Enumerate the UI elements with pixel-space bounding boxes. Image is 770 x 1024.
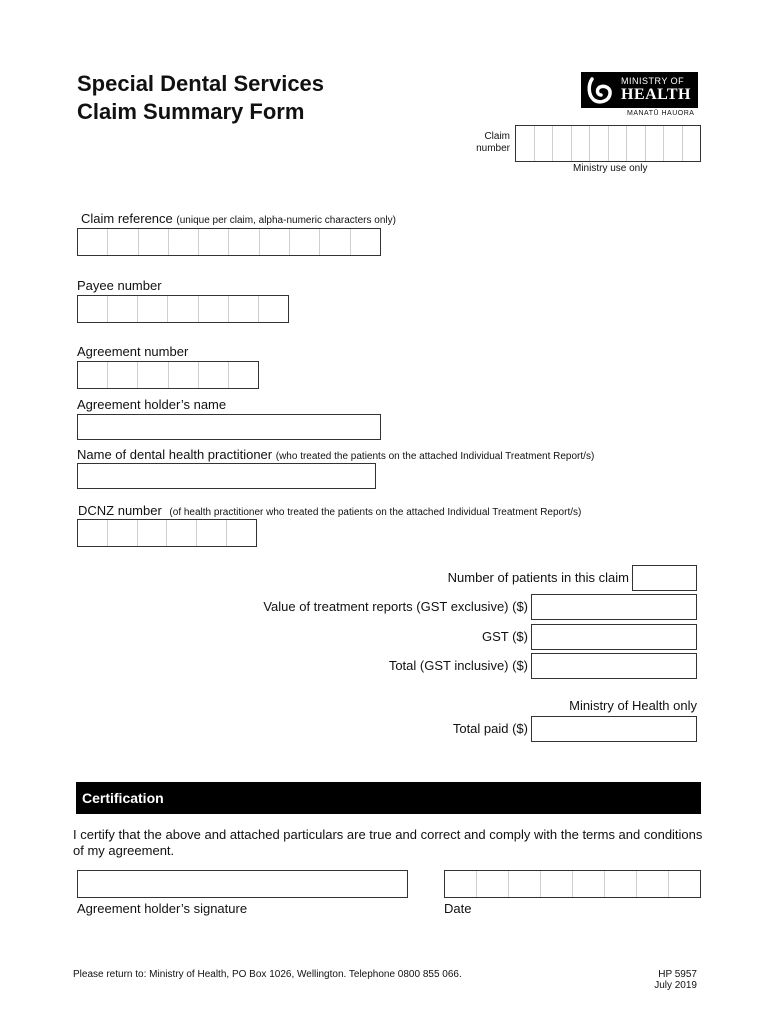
signature-label: Agreement holder’s signature <box>77 901 248 916</box>
certification-text: I certify that the above and attached particulars are true and correct and comply with the terms and conditions of my agreement. <box>73 827 703 858</box>
logo-subtitle: MANATŪ HAUORA <box>627 110 695 117</box>
title-line-1: Special Dental Services <box>77 71 325 96</box>
koru-icon <box>584 75 614 105</box>
ministry-use-only-note: Ministry use only <box>573 163 648 174</box>
holder-name-label: Agreement holder’s name <box>77 397 227 412</box>
claim-reference-input[interactable] <box>77 228 381 256</box>
agreement-number-label: Agreement number <box>77 344 189 359</box>
date-input[interactable] <box>444 870 701 898</box>
treatment-value-input[interactable] <box>531 594 697 620</box>
practitioner-note: (who treated the patients on the attached Individual Treatment Report/s) <box>275 451 595 462</box>
patients-count-label: Number of patients in this claim <box>447 570 629 585</box>
patients-count-input[interactable] <box>632 565 697 591</box>
treatment-value-label: Value of treatment reports (GST exclusive) ($) <box>263 599 528 614</box>
gst-input[interactable] <box>531 624 697 650</box>
claim-reference-label: Claim reference (unique per claim, alpha-numeric characters only) <box>81 211 396 226</box>
dcnz-label: DCNZ number (of health practitioner who treated the patients on the attached Individual Treatment Report/s) <box>78 503 582 518</box>
holder-name-input[interactable] <box>77 414 381 440</box>
title-line-2: Claim Summary Form <box>77 99 305 124</box>
signature-input[interactable] <box>77 870 408 898</box>
ministry-only-label: Ministry of Health only <box>569 698 697 713</box>
payee-number-label: Payee number <box>77 278 162 293</box>
claim-number-input[interactable] <box>515 125 701 162</box>
claim-reference-note: (unique per claim, alpha-numeric characters only) <box>176 215 396 226</box>
practitioner-name-input[interactable] <box>77 463 376 489</box>
return-address: Please return to: Ministry of Health, PO Box 1026, Wellington. Telephone 0800 855 066. <box>73 969 462 980</box>
dcnz-number-input[interactable] <box>77 519 257 547</box>
dcnz-note: (of health practitioner who treated the patients on the attached Individual Treatment Report/s) <box>169 507 582 518</box>
page-title <box>77 70 324 126</box>
payee-number-input[interactable] <box>77 295 289 323</box>
total-inclusive-label: Total (GST inclusive) ($) <box>388 658 528 673</box>
agreement-number-input[interactable] <box>77 361 259 389</box>
date-label: Date <box>444 901 472 916</box>
total-inclusive-input[interactable] <box>531 653 697 679</box>
ministry-logo <box>581 72 698 120</box>
logo-line-2: HEALTH <box>621 86 691 103</box>
certification-heading: Certification <box>76 782 701 814</box>
practitioner-label: Name of dental health practitioner (who treated the patients on the attached Individual Treatment Report/s) <box>77 447 595 462</box>
gst-label: GST ($) <box>482 629 528 644</box>
form-code: HP 5957 July 2019 <box>654 969 697 991</box>
total-paid-label: Total paid ($) <box>452 721 528 736</box>
logo-line-1: MINISTRY OF <box>621 76 685 86</box>
claim-number-label: Claim number <box>476 131 510 154</box>
total-paid-input[interactable] <box>531 716 697 742</box>
